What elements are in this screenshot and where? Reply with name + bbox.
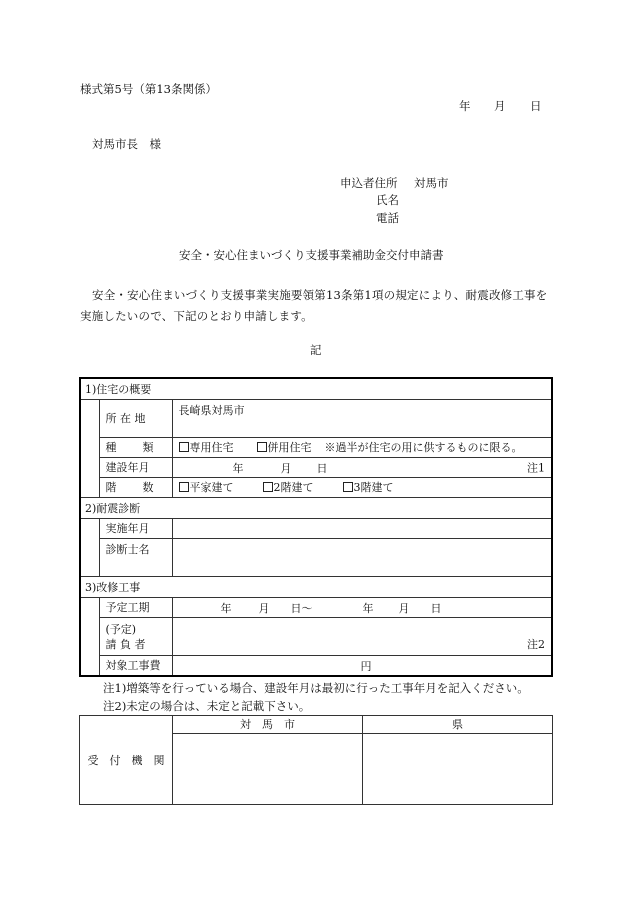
date-month-label: 月	[494, 99, 506, 113]
diagnostician-row	[80, 539, 552, 577]
cost-value[interactable]	[172, 656, 552, 676]
location-row	[80, 400, 552, 438]
type-label: 種 類	[99, 438, 172, 458]
type-opt1-checkbox[interactable]	[179, 442, 189, 452]
location-value: 長崎県対馬市	[172, 400, 552, 438]
date-day-label: 日	[530, 99, 542, 113]
diagnostician-value[interactable]	[172, 539, 552, 577]
applicant-address-label: 申込者住所	[340, 176, 398, 190]
type-opt2-checkbox[interactable]	[257, 442, 267, 452]
floors-label: 階 数	[99, 478, 172, 498]
type-options	[172, 438, 552, 458]
floors-opt2-label: 2階建て	[273, 481, 314, 494]
section2-header-row	[80, 498, 552, 519]
period-month2: 月	[398, 602, 410, 615]
section1-header-row	[80, 378, 552, 400]
addressee: 対馬市長 様	[92, 137, 161, 151]
reception-city-cell[interactable]	[173, 734, 363, 805]
contractor-label	[99, 618, 172, 656]
ki-label: 記	[310, 343, 322, 357]
floors-opt1-checkbox[interactable]	[179, 482, 189, 492]
reception-pref-cell[interactable]	[363, 734, 553, 805]
type-opt1-label: 専用住宅	[189, 441, 234, 454]
document-body: 安全・安心住まいづくり支援事業実施要領第13条第1項の規定により、耐震改修工事を実施したいので、下記のとおり申請します。	[80, 288, 548, 323]
period-month1: 月	[258, 602, 270, 615]
note1-mark: 注1	[527, 461, 545, 474]
contractor-row	[80, 618, 552, 656]
cost-unit: 円	[360, 660, 372, 673]
diag-date-label: 実施年月	[99, 519, 172, 539]
reception-table	[79, 715, 553, 805]
built-label: 建設年月	[99, 458, 172, 478]
floors-opt3-checkbox[interactable]	[343, 482, 353, 492]
floors-opt3-label: 3階建て	[353, 481, 394, 494]
date-year-label: 年	[459, 99, 471, 113]
note2-text: 注2)未定の場合は、未定と記載下さい。	[103, 699, 311, 713]
diag-date-value[interactable]	[172, 519, 552, 539]
built-year: 年	[232, 462, 244, 475]
reception-col-city: 対 馬 市	[173, 716, 363, 734]
type-opt2-label: 併用住宅	[267, 441, 312, 454]
section3-header-row	[80, 577, 552, 598]
period-row	[80, 598, 552, 618]
built-day: 日	[316, 462, 328, 475]
document-title: 安全・安心住まいづくり支援事業補助金交付申請書	[179, 248, 444, 262]
type-row	[80, 438, 552, 458]
period-day2: 日	[430, 602, 442, 615]
note1-text: 注1)増築等を行っている場合、建設年月は最初に行った工事年月を記入ください。	[103, 681, 529, 695]
reception-col-pref: 県	[363, 716, 553, 734]
contractor-label-line1: (予定)	[105, 622, 137, 636]
reception-label: 受 付 機 関	[80, 716, 173, 805]
form-number: 様式第5号（第13条関係）	[80, 82, 217, 96]
cost-label: 対象工事費	[99, 656, 172, 676]
applicant-name-label: 氏名	[376, 193, 399, 207]
location-label: 所 在 地	[99, 400, 172, 438]
reception-header-row	[80, 716, 553, 734]
contractor-value[interactable]	[172, 618, 552, 656]
applicant-phone-label: 電話	[376, 211, 399, 225]
built-value	[172, 458, 552, 478]
diagnostician-label: 診断士名	[99, 539, 172, 577]
built-row	[80, 458, 552, 478]
floors-row	[80, 478, 552, 498]
built-month: 月	[280, 462, 292, 475]
period-year2: 年	[362, 602, 374, 615]
cost-row	[80, 656, 552, 676]
application-table	[79, 377, 553, 677]
section1-title: 1)住宅の概要	[80, 378, 552, 400]
period-day1: 日〜	[290, 602, 313, 615]
type-note: ※過半が住宅の用に供するものに限る。	[324, 441, 523, 454]
diag-date-row	[80, 519, 552, 539]
section2-title: 2)耐震診断	[80, 498, 552, 519]
note2-mark: 注2	[527, 638, 545, 651]
floors-opt1-label: 平家建て	[189, 481, 234, 494]
section3-title: 3)改修工事	[80, 577, 552, 598]
floors-opt2-checkbox[interactable]	[263, 482, 273, 492]
period-label: 予定工期	[99, 598, 172, 618]
period-value	[172, 598, 552, 618]
contractor-label-line2: 請 負 者	[105, 637, 146, 651]
period-year1: 年	[220, 602, 232, 615]
floors-options	[172, 478, 552, 498]
applicant-address-value: 対馬市	[414, 176, 449, 190]
